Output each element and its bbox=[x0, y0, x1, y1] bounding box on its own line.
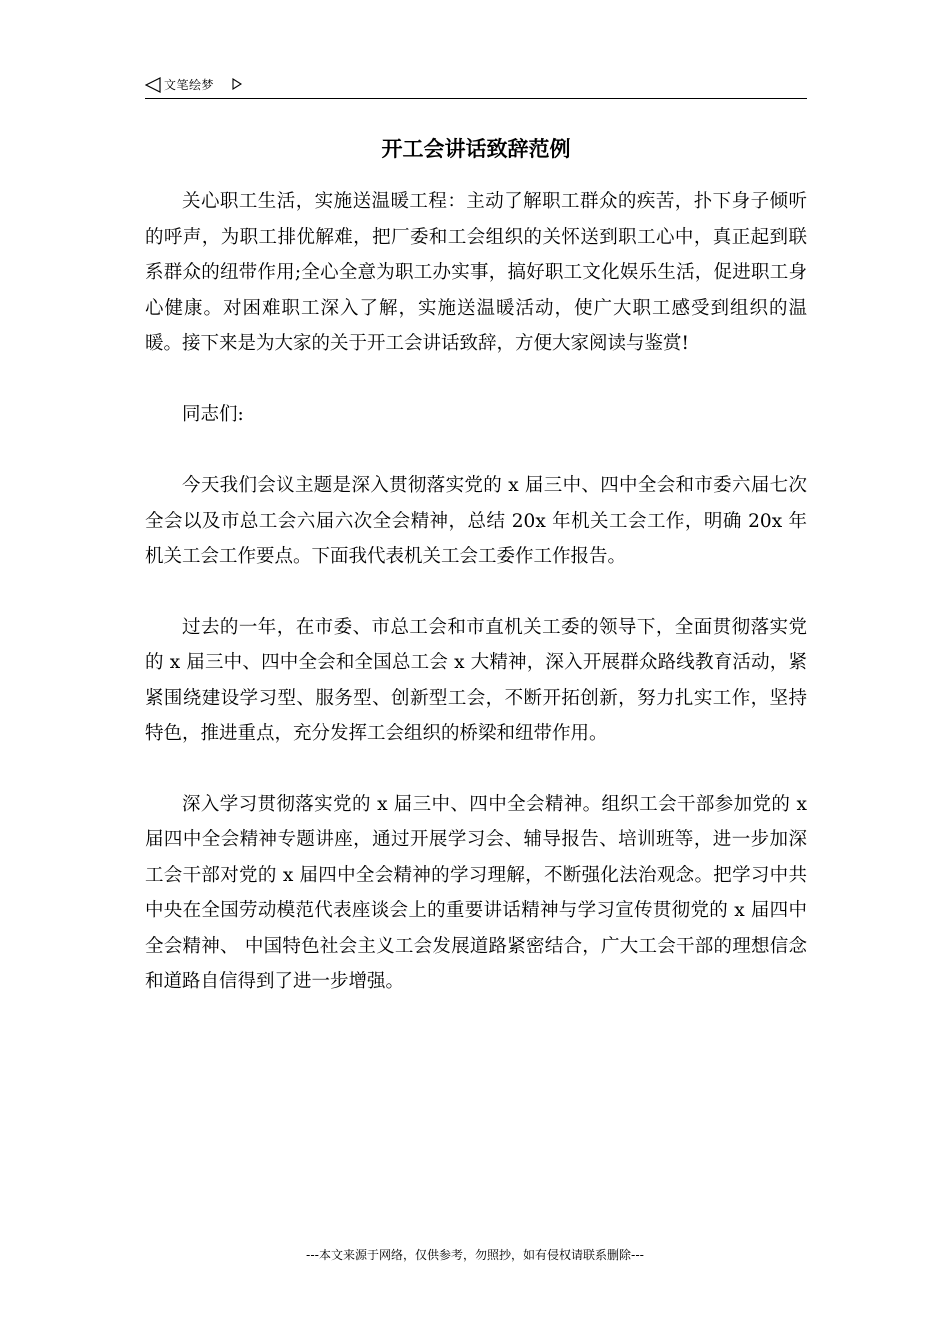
paragraph-meeting-theme: 今天我们会议主题是深入贯彻落实党的 x 届三中、四中全会和市委六届七次全会以及市总工会六届六次全会精神，总结 20x 年机关工会工作，明确 20x 年机关工会工作要点。下面我代表机关工会工委作工作报告。 bbox=[145, 475, 807, 567]
left-triangle-icon bbox=[145, 77, 161, 93]
right-triangle-icon bbox=[232, 78, 242, 90]
paragraph-study-spirit: 深入学习贯彻落实党的 x 届三中、四中全会精神。组织工会干部参加党的 x 届四中全会精神专题讲座，通过开展学习会、辅导报告、培训班等，进一步加深工会干部对党的 x 届四中全会精神的学习理解，不断强化法治观念。把学习中共中央在全国劳动模范代表座谈会上的重要讲话精神与学习宣传贯彻党的 x 届四中全会精神、 中国特色社会主义工会发展道路紧密结合，广大工会干部的理想信念和道路自信得到了进一步增强。 bbox=[145, 793, 807, 992]
document-title: 开工会讲话致辞范例 bbox=[381, 137, 571, 161]
header-brand: 文笔绘梦 bbox=[164, 78, 215, 92]
paragraph-past-year: 过去的一年，在市委、市总工会和市直机关工委的领导下，全面贯彻落实党的 x 届三中、四中全会和全国总工会 x 大精神，深入开展群众路线教育活动，紧紧围绕建设学习型、服务型、创新型工会，不断开拓创新，努力扎实工作，坚持特色，推进重点，充分发挥工会组织的桥梁和纽带作用。 bbox=[145, 616, 807, 744]
footer-notice: ---本文来源于网络，仅供参考，勿照抄，如有侵权请联系删除--- bbox=[306, 1248, 644, 1262]
page-header bbox=[145, 74, 807, 99]
paragraph-intro: 关心职工生活，实施送温暖工程：主动了解职工群众的疾苦，扑下身子倾听的呼声，为职工排优解难，把厂委和工会组织的关怀送到职工心中，真正起到联系群众的纽带作用;全心全意为职工办实事，搞好职工文化娱乐生活，促进职工身心健康。对困难职工深入了解，实施送温暖活动，使广大职工感受到组织的温暖。接下来是为大家的关于开工会讲话致辞，方便大家阅读与鉴赏! bbox=[145, 191, 807, 354]
document-body bbox=[145, 184, 807, 1035]
paragraph-salutation: 同志们: bbox=[182, 403, 244, 425]
